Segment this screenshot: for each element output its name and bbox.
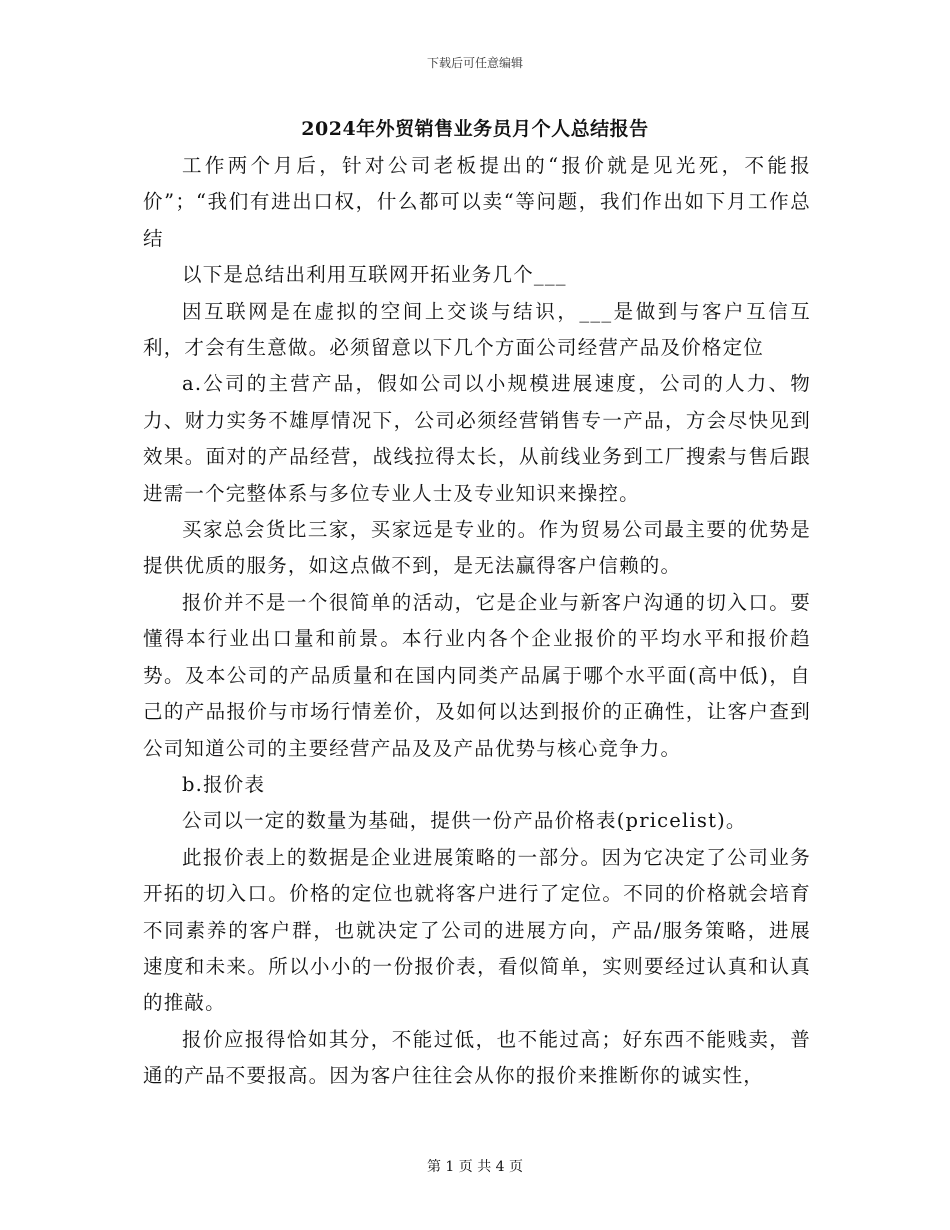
document-title: 2024年外贸销售业务员月个人总结报告	[301, 118, 649, 140]
paragraph: b.报价表	[182, 772, 266, 796]
paragraph: 工作两个月后，针对公司老板提出的“报价就是见光死，不能报价”；“我们有进出口权，什么都可以卖“等问题，我们作出如下月工作总结	[143, 154, 811, 250]
paragraph: 报价并不是一个很简单的活动，它是企业与新客户沟通的切入口。要懂得本行业出口量和前景。本行业内各个企业报价的平均水平和报价趋势。及本公司的产品质量和在国内同类产品属于哪个水平面(高中低)，自己的产品报价与市场行情差价，及如何以达到报价的正确性，让客户查到公司知道公司的主要经营产品及及产品优势与核心竞争力。	[143, 590, 811, 760]
paragraph: 公司以一定的数量为基础，提供一份产品价格表(pricelist)。	[182, 809, 747, 833]
paragraph: 以下是总结出利用互联网开拓业务几个___	[182, 263, 567, 287]
header-note: 下载后可任意编辑	[426, 56, 523, 70]
paragraph: 买家总会货比三家，买家远是专业的。作为贸易公司最主要的优势是提供优质的服务，如这点做不到，是无法赢得客户信赖的。	[143, 518, 811, 578]
document-body	[143, 148, 811, 1095]
page-number: 第 1 页 共 4 页	[426, 1159, 524, 1175]
paragraph: a.公司的主营产品，假如公司以小规模进展速度，公司的人力、物力、财力实务不雄厚情况下，公司必须经营销售专一产品，方会尽快见到效果。面对的产品经营，战线拉得太长，从前线业务到工厂搜索与售后跟进需一个完整体系与多位专业人士及专业知识来操控。	[143, 372, 811, 505]
paragraph: 因互联网是在虚拟的空间上交谈与结识，___是做到与客户互信互利，才会有生意做。必须留意以下几个方面公司经营产品及价格定位	[143, 299, 811, 360]
paragraph: 报价应报得恰如其分，不能过低，也不能过高；好东西不能贱卖，普通的产品不要报高。因为客户往往会从你的报价来推断你的诚实性，	[143, 1027, 811, 1088]
paragraph: 此报价表上的数据是企业进展策略的一部分。因为它决定了公司业务开拓的切入口。价格的定位也就将客户进行了定位。不同的价格就会培育不同素养的客户群，也就决定了公司的进展方向，产品/服务策略，进展速度和未来。所以小小的一份报价表，看似简单，实则要经过认真和认真的推敲。	[143, 845, 811, 1015]
